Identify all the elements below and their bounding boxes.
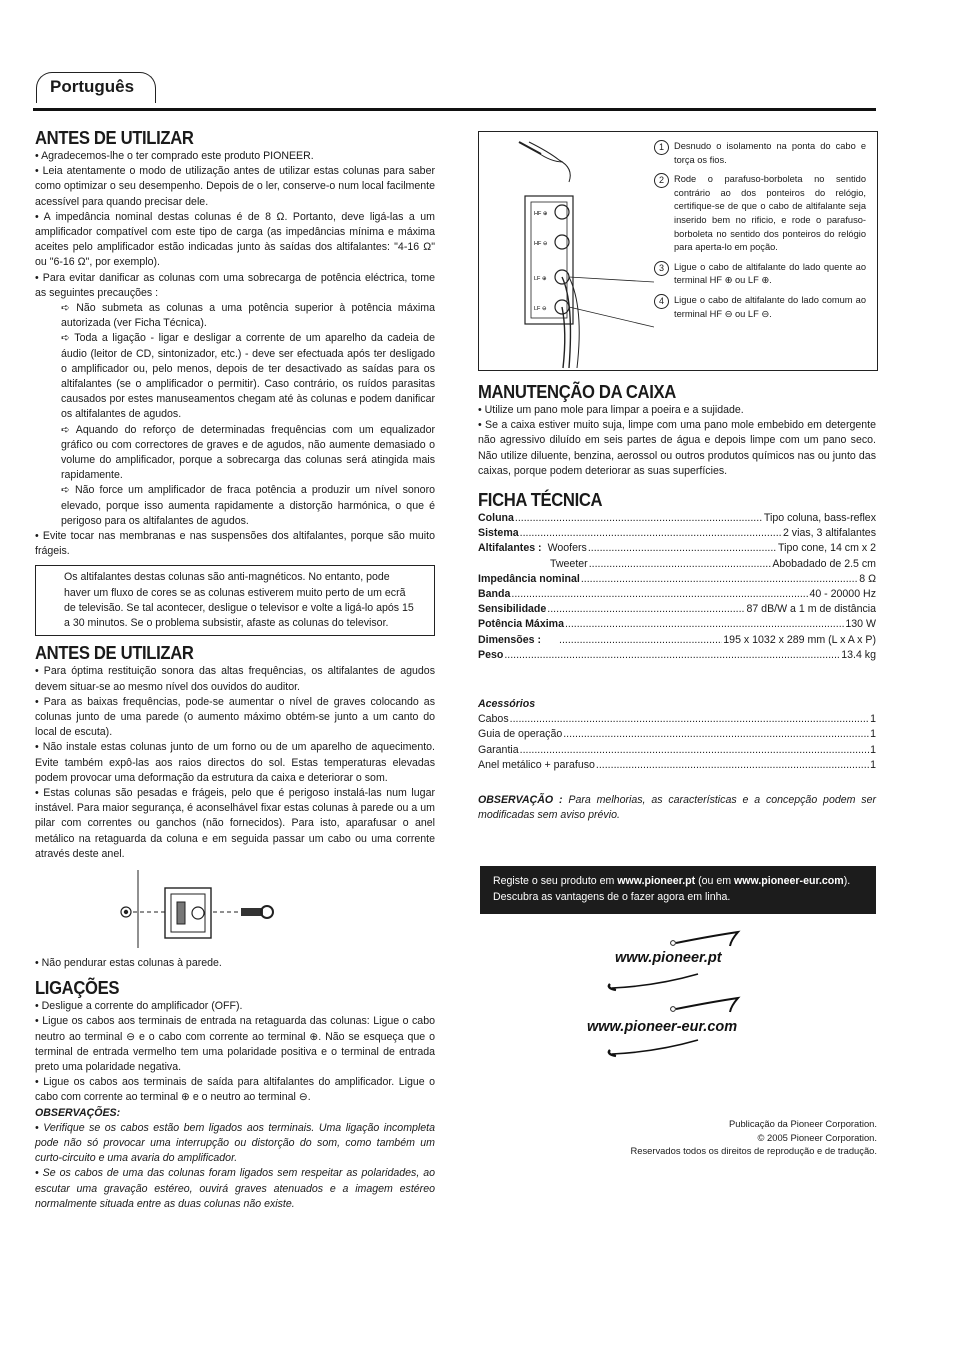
step-1 <box>654 140 866 167</box>
terminal-label: LF ⊖ <box>534 306 547 312</box>
banner-text-part: Registe o seu produto em <box>493 875 618 887</box>
spec-row <box>478 617 876 632</box>
step-text: Desnudo o isolamento na ponta do cabo e torça os fios. <box>674 141 866 165</box>
precaution-item: ➪ Não submeta as colunas a uma potência superior à potência máxima autorizada (ver Ficha Técnica). <box>61 302 435 330</box>
observation-text: Para melhorias, as características e a concepção podem ser modificadas sem aviso prévio. <box>478 794 877 822</box>
accessory-row <box>478 712 876 727</box>
pioneer-eur-logo[interactable]: www.pioneer-eur.com <box>587 1019 738 1035</box>
banner-text-part: (ou em <box>695 875 735 887</box>
spec-row <box>478 572 876 587</box>
paragraph: • Ligue os cabos aos terminais de saída para altifalantes do amplificador. Ligue o cabo com corrente ao terminal ⊕ e o neutro ao terminal ⊖. <box>35 1076 435 1104</box>
accessory-label: Cabos <box>478 713 509 726</box>
spec-sublabel: Tweeter <box>550 557 588 570</box>
spec-label: Potência Máxima <box>478 618 564 631</box>
spec-value: 195 x 1032 x 289 mm (L x A x P) <box>723 633 876 646</box>
observation-item: • Se os cabos de uma das colunas foram ligados sem respeitar as polaridades, ao escutar uma gravação estéreo, ouvirá graves atenuados e a imagem estéreo normalmente situada entre as duas colunas não existe. <box>35 1167 435 1210</box>
spec-row <box>478 511 876 526</box>
observations-title: OBSERVAÇÕES: <box>35 1106 121 1119</box>
banner-link-eur[interactable]: www.pioneer-eur.com <box>734 875 844 887</box>
paragraph: • Evite tocar nas membranas e nas suspensões dos altifalantes, porque são muito frágeis. <box>35 530 435 558</box>
language-tab <box>36 72 156 103</box>
accessory-label: Garantia <box>478 743 519 756</box>
spec-label: Coluna <box>478 512 514 525</box>
paragraph: • Se a caixa estiver muito suja, limpe com uma pano mole embebido em detergente não agressivo diluído em seis partes de água e depois limpe com um pano seco. Não utilize diluente, benzina, aerossol ou outros produtos químicos nas ou junto das caixas, porque podem deteriorar as suas superfícies. <box>478 419 876 477</box>
paragraph: • Não pendurar estas colunas à parede. <box>35 956 222 969</box>
accessory-qty: 1 <box>870 713 876 726</box>
paragraph: • Agradecemos-lhe o ter comprado este produto PIONEER. <box>35 150 314 162</box>
spec-row <box>478 633 876 648</box>
spec-value: 130 W <box>845 618 876 631</box>
terminal-label: LF ⊕ <box>534 276 547 282</box>
section-title-antes-1: ANTES DE UTILIZAR <box>35 127 194 148</box>
accessories-list <box>478 712 876 773</box>
precaution-item: ➪ Não force um amplificador de fraca potência a produzir um nível sonoro elevado, porque isso aumenta rapidamente a distorção harmónica, o que é perigoso para os altifalantes de agudos. <box>61 484 435 527</box>
section-title-ficha-tecnica: FICHA TÉCNICA <box>478 489 603 511</box>
left-column <box>35 127 435 1212</box>
accessory-row <box>478 758 876 773</box>
accessory-label: Anel metálico + parafuso <box>478 758 595 771</box>
section-title-antes-2: ANTES DE UTILIZAR <box>35 642 194 664</box>
magnetic-note-box <box>35 565 435 636</box>
step-text: Rode o parafuso-borboleta no sentido contrário ao dos ponteiros do relógio, certifique-se de que o cabo de altifalante seja inserido bem no rificio, e rode o parafuso-borboleta no sentido dos ponteiros do relógio para aperta-lo em poção. <box>674 174 866 253</box>
spec-value: 2 vias, 3 altifalantes <box>782 527 876 540</box>
precaution-item: ➪ Aquando do reforço de determinadas frequências com um equalizador gráfico ou com correctores de graves e de agudos, não aumente demasiado o volume do amplificador, porque a sobrecarga das colunas será atingida mais rapidamente. <box>61 423 435 482</box>
step-number: 1 <box>654 140 669 155</box>
rights-line: Reservados todos os direitos de reprodução e de tradução. <box>630 1145 877 1157</box>
step-text: Ligue o cabo de altifalante do lado comum ao terminal HF ⊖ ou LF ⊖. <box>674 294 866 319</box>
spec-label: Sensibilidade <box>478 603 547 616</box>
spec-row <box>478 648 876 663</box>
paragraph: • Utilize um pano mole para limpar a poeira e a sujidade. <box>478 404 744 416</box>
ring-screw-illustration <box>35 868 435 952</box>
spec-row <box>478 587 876 602</box>
connection-steps <box>654 140 866 327</box>
wall-mount-figure <box>35 868 435 952</box>
spec-sublabel: Woofers <box>547 542 587 555</box>
observation-label: OBSERVAÇÃO : <box>478 794 563 807</box>
spec-row <box>478 602 876 617</box>
step-number: 4 <box>654 294 669 309</box>
spec-value: 8 Ω <box>859 572 876 585</box>
copyright-line: © 2005 Pioneer Corporation. <box>757 1131 877 1143</box>
banner-text <box>493 874 868 905</box>
step-number: 3 <box>654 261 669 276</box>
step-3 <box>654 261 866 288</box>
spec-value: Tipo coluna, bass-reflex <box>763 512 876 525</box>
terminal-label: HF ⊖ <box>534 241 548 247</box>
spec-row <box>478 526 876 541</box>
accessory-row <box>478 743 876 758</box>
spec-value: 87 dB/W a 1 m de distância <box>746 603 876 616</box>
accessory-label: Guia de operação <box>478 728 563 741</box>
spec-value: Tipo cone, 14 cm x 2 <box>778 542 876 555</box>
spec-row <box>478 557 876 572</box>
paragraph: • A impedância nominal destas colunas é de 8 Ω. Portanto, deve ligá-las a um amplificador compatível com este tipo de carga (as impedâncias mínima e máxima aceites pelo amplificador estão indicadas junto às saídas dos altifalantes: "4-16 Ω" ou "6-16 Ω", por exemplo). <box>35 210 435 269</box>
terminal-label: HF ⊕ <box>534 211 548 217</box>
spec-label: Sistema <box>478 527 519 540</box>
paragraph: • Estas colunas são pesadas e frágeis, pelo que é perigoso instalá-las num lugar instável. Para maior segurança, é aconselhável fixar estas colunas à parede ou a um pilar com correntes ou ganchos (não fornecidos). Para isto, aparafusar o anel metálico na retaguarda da coluna e em seguida passar um cabo ou uma corrente através deste anel. <box>35 786 435 860</box>
connection-diagram <box>478 131 878 371</box>
paragraph: • Para evitar danificar as colunas com uma sobrecarga de potência eléctrica, tome as seguintes precauções : <box>35 271 435 299</box>
section-title-manutencao: MANUTENÇÃO DA CAIXA <box>478 381 676 402</box>
paragraph: • Para óptima restituição sonora das altas frequências, os altifalantes de agudos devem situar-se ao mesmo nível dos ouvidos do auditor. <box>35 665 435 693</box>
step-number: 2 <box>654 173 669 188</box>
banner-text-part: ). <box>843 875 851 887</box>
registration-banner <box>480 866 876 914</box>
banner-link-pt[interactable]: www.pioneer.pt <box>617 875 696 887</box>
spec-label: Impedância nominal <box>478 572 580 585</box>
spec-value: 13.4 kg <box>841 648 876 661</box>
spec-row <box>478 541 876 556</box>
spec-label: Dimensões : <box>478 633 541 646</box>
accessory-qty: 1 <box>870 743 876 756</box>
right-column <box>478 381 876 823</box>
spec-value: 40 - 20000 Hz <box>809 588 876 601</box>
section-title-ligacoes: LIGAÇÕES <box>35 977 120 999</box>
accessory-qty: 1 <box>870 728 876 741</box>
spec-label: Peso <box>478 648 504 661</box>
publication-line: Publicação da Pioneer Corporation. <box>728 1118 877 1129</box>
precaution-item: ➪ Toda a ligação - ligar e desligar a corrente de um aparelho da cadeia de áudio (leitor de CD, sintonizador, etc.) - deve ser efectuada após ter desligado o amplificador ou, pelo menos, depois de ter desactivado as saídas para os altifalantes (se o amplificador o permitir). Caso contrário, os ruídos parasitas causados por estes manuseamentos chegam até às colunas e podem danificar os altifalantes de agudos. <box>61 332 435 421</box>
accessory-row <box>478 727 876 742</box>
step-4 <box>654 294 866 321</box>
spec-label: Altifalantes : <box>478 542 542 555</box>
paragraph: • Para as baixas frequências, pode-se aumentar o nível de graves colocando as colunas junto de uma parede (o aumento máximo obtém-se junto a um canto do local de escuta). <box>35 695 435 739</box>
step-text: Ligue o cabo de altifalante do lado quente ao terminal HF ⊕ ou LF ⊕. <box>674 261 866 286</box>
publication-info <box>630 1117 877 1158</box>
note-text: Os altifalantes destas colunas são anti-magnéticos. No entanto, pode haver um fluxo de cores se as colunas estiverem muito perto de um ecrã de televisão. Se tal acontecer, desligue o televisor e volte a ligá-lo após 15 a 30 minutos. Se o problema subsistir, afaste as colunas do televisor. <box>64 571 414 630</box>
step-2 <box>654 173 866 255</box>
pioneer-pt-logo[interactable]: www.pioneer.pt <box>615 950 722 966</box>
paragraph: • Não instale estas colunas junto de um forno ou de um aparelho de aquecimento. Evite também expô-las aos raios directos do sol. Estas temperaturas elevadas podem provocar uma deformação da estrutura da caixa e deteriorar o som. <box>35 741 435 784</box>
paragraph: • Desligue a corrente do amplificador (OFF). <box>35 1000 243 1013</box>
language-label: Português <box>50 77 135 96</box>
observation-note <box>478 793 876 823</box>
paragraph: • Ligue os cabos aos terminais de entrada na retaguarda das colunas: Ligue o cabo neutro ao terminal ⊖ e o cabo com corrente ao terminal ⊕. Não se esqueça que o terminal de entrada vermelho tem uma polaridade positiva e o terminal de entrada preto uma polaridade negativa. <box>35 1015 435 1073</box>
spec-value: Abobadado de 2.5 cm <box>772 557 876 570</box>
observation-item: • Verifique se os cabos estão bem ligados aos terminais. Uma ligação incompleta pode não só provocar uma interrupção ou distorção do som, como também um curto-circuito e uma avaria do amplificador. <box>35 1121 435 1165</box>
accessories-title: Acessórios <box>478 698 536 711</box>
spec-label: Banda <box>478 588 511 601</box>
terminal-illustration <box>479 132 654 370</box>
spec-table <box>478 511 876 663</box>
banner-line-2: Descubra as vantagens de o fazer agora em linha. <box>493 890 731 903</box>
accessory-qty: 1 <box>870 758 876 771</box>
header-rule <box>33 108 876 111</box>
paragraph: • Leia atentamente o modo de utilização antes de utilizar estas colunas para saber como optimizar o seu desempenho. Depois de o ler, conserve-o num local facilmente acessível para quando precisar dele. <box>35 165 435 208</box>
